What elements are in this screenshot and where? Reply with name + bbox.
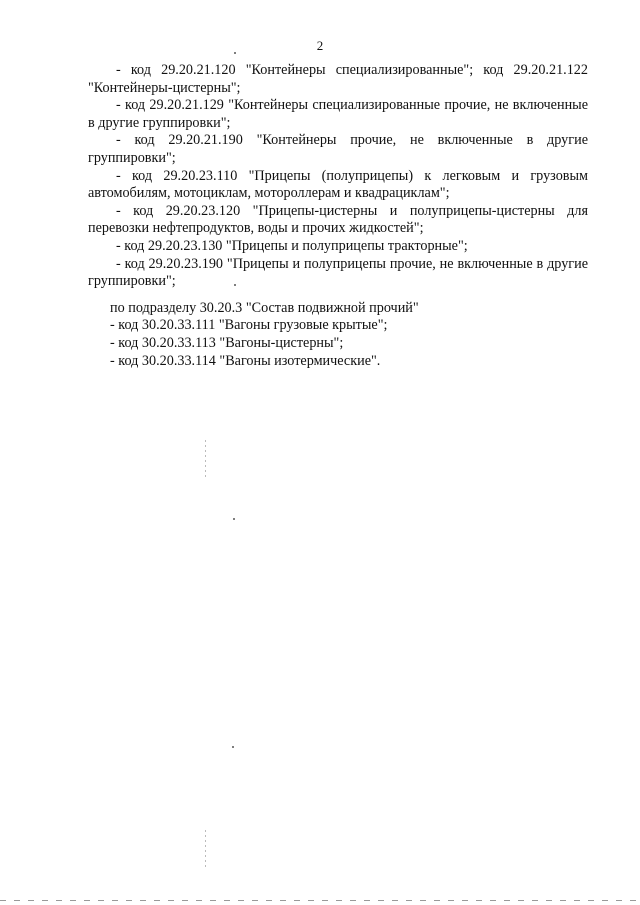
subsection-item: - код 30.20.33.114 "Вагоны изотермические". xyxy=(110,352,381,369)
code-entry-29-20-23-190: - код 29.20.23.190 "Прицепы и полуприцепы прочие, не включенные в другие группировки"; xyxy=(88,255,588,290)
scan-speck xyxy=(232,746,234,748)
subsection-heading: по подразделу 30.20.3 "Состав подвижной прочий" xyxy=(110,299,419,316)
code-entry-29-20-21-129: - код 29.20.21.129 "Контейнеры специализированные прочие, не включенные в другие группировки"; xyxy=(88,97,588,131)
code-entry-29-20-23-130: - код 29.20.23.130 "Прицепы и полуприцепы тракторные"; xyxy=(116,237,468,254)
scan-speck xyxy=(234,284,236,286)
subsection-item: - код 30.20.33.111 "Вагоны грузовые крытые"; xyxy=(110,317,388,334)
page-number: 2 xyxy=(316,38,324,53)
scan-bottom-edge xyxy=(0,900,640,901)
code-entry-29-20-23-110: - код 29.20.23.110 "Прицепы (полуприцепы) к легковым и грузовым автомобилям, мотоциклам, мотороллерам и квадрациклам"; xyxy=(88,167,588,202)
code-entry-29-20-23-120: - код 29.20.23.120 "Прицепы-цистерны и полуприцепы-цистерны для перевозки нефтепродуктов, воды и прочих жидкостей"; xyxy=(88,202,588,237)
scan-speck xyxy=(233,518,235,520)
code-entry-29-20-21-120: - код 29.20.21.120 "Контейнеры специализированные"; код 29.20.21.122 "Контейнеры-цистерны"; xyxy=(88,62,588,96)
scan-line xyxy=(205,440,206,480)
scan-speck xyxy=(234,52,236,54)
scan-line xyxy=(205,830,206,870)
subsection-30-20-3 xyxy=(88,300,588,370)
subsection-item: - код 30.20.33.113 "Вагоны-цистерны"; xyxy=(110,334,344,351)
document-body xyxy=(88,62,588,370)
code-entry-29-20-21-190: - код 29.20.21.190 "Контейнеры прочие, не включенные в другие группировки"; xyxy=(88,132,588,166)
